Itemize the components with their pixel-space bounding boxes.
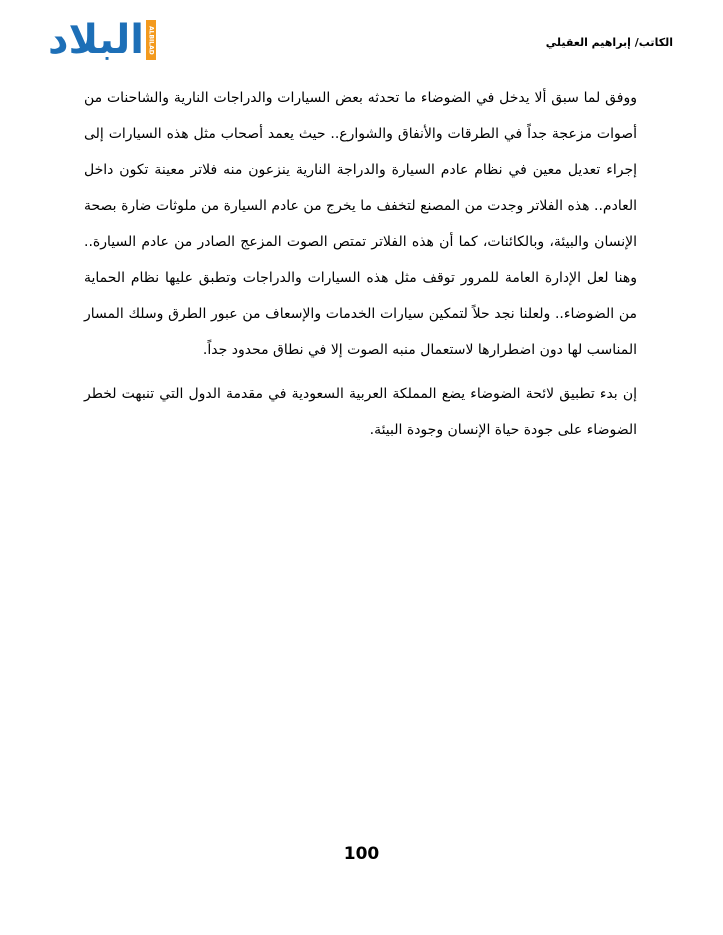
article-paragraph-1: ووفق لما سبق ألا يدخل في الضوضاء ما تحدثه بعض السيارات والدراجات النارية والشاحنات من أصوات مزعجة جداً في الطرقات والأنفاق والشوارع.. حيث يعمد أصحاب مثل هذه السيارات إلى إجراء تعديل معين في نظام عادم السيارة والدراجة النارية ينزعون منه فلاتر معينة تكون داخل العادم.. هذه الفلاتر وجدت من المصنع لتخفف ما يخرج من عادم السيارة من ملوثات ضارة بصحة الإنسان والبيئة، وبالكائنات، كما أن هذه الفلاتر تمتص الصوت المزعج الصادر من عادم السيارة.. وهنا لعل الإدارة العامة للمرور توقف مثل هذه السيارات والدراجات وتطبق عليها نظام الحماية من الضوضاء.. ولعلنا نجد حلاً لتمكين سيارات الخدمات والإسعاف من عبور الطرق وسلك المسار المناسب لها دون اضطرارها لاستعمال منبه الصوت إلا في نطاق محدود جداً. bbox=[84, 90, 637, 358]
publication-logo bbox=[48, 18, 176, 66]
page-header bbox=[48, 18, 673, 68]
logo-wordmark: البلاد bbox=[48, 17, 144, 63]
page-number: 100 bbox=[343, 844, 380, 864]
author-line: الكاتب/ إبراهيم العقيلي bbox=[545, 36, 673, 49]
article-paragraph-2: إن بدء تطبيق لائحة الضوضاء يضع المملكة العربية السعودية في مقدمة الدول التي تنبهت لخطر الضوضاء على جودة حياة الإنسان وجودة البيئة. bbox=[84, 386, 637, 438]
article-body bbox=[84, 80, 637, 448]
logo-badge: ALBILAD bbox=[146, 20, 156, 60]
